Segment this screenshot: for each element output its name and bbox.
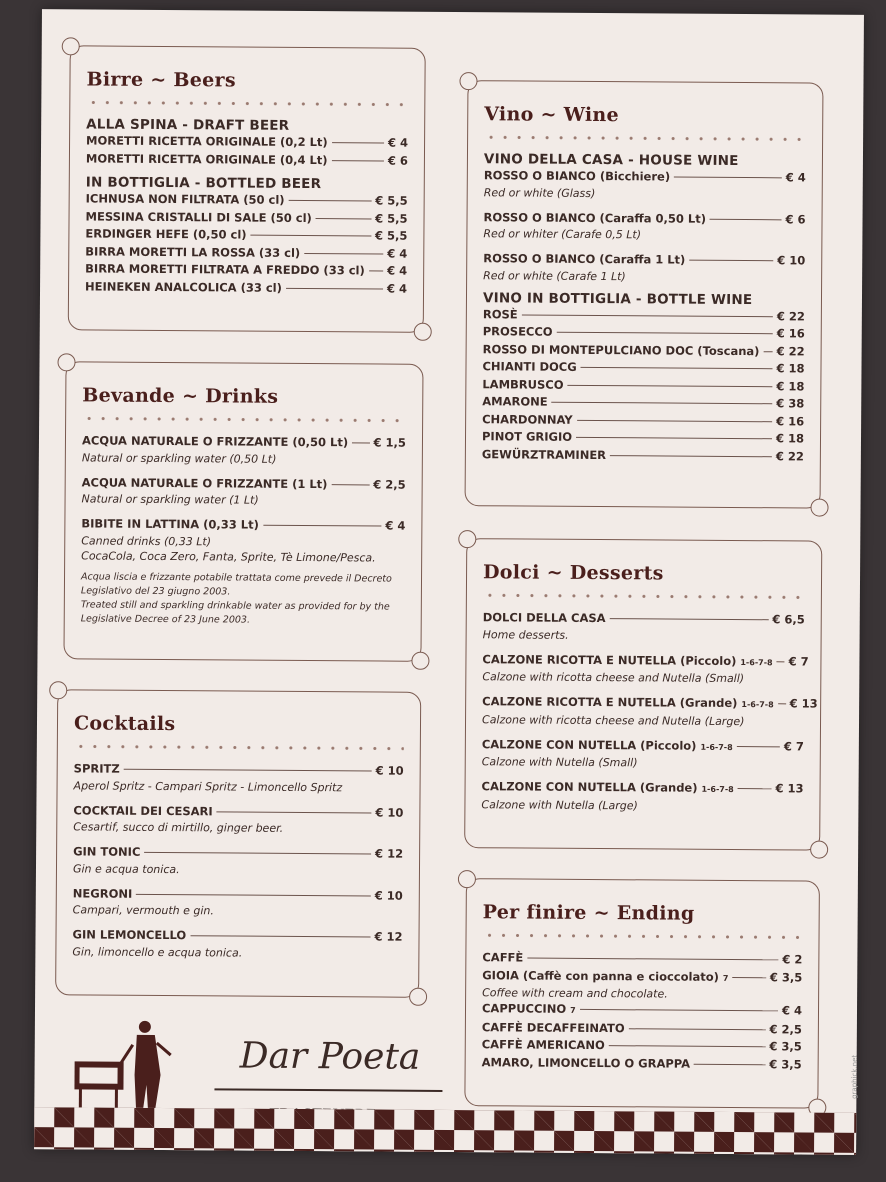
beers-title: Birre ~ Beers: [86, 68, 236, 92]
item-description: Calzone with Nutella (Small): [481, 755, 638, 770]
cocktails-section: [55, 689, 421, 998]
list-item: BIRRA MORETTI FILTRATA A FREDDO (33 cl) € 4: [85, 261, 408, 278]
divider: [82, 416, 406, 422]
list-item: MORETTI RICETTA ORIGINALE (0,2 Lt) € 4: [86, 133, 409, 150]
divider: [74, 744, 404, 750]
list-item: ICHNUSA NON FILTRATA (50 cl) € 5,5: [85, 191, 408, 208]
list-item: GIOIA (Caffè con panna e cioccolato) 7 € 3,5: [482, 967, 803, 984]
list-item: CAPPUCCINO 7 € 4: [481, 1001, 803, 1018]
list-item: CHARDONNAY € 16: [482, 411, 805, 428]
ending-title: Per finire ~ Ending: [482, 901, 695, 925]
list-item: ROSÈ € 22: [482, 306, 805, 323]
item-description: Red or white (Carafe 1 Lt): [483, 268, 626, 283]
list-item: MORETTI RICETTA ORIGINALE (0,4 Lt) € 6: [85, 150, 408, 168]
list-item: ACQUA NATURALE O FRIZZANTE (0,50 Lt) € 1,5: [81, 433, 407, 450]
item-description: Natural or sparkling water (1 Lt): [81, 492, 259, 507]
list-item: MESSINA CRISTALLI DI SALE (50 cl) € 5,5: [85, 208, 408, 226]
item-description: Calzone with ricotta cheese and Nutella (Small): [482, 670, 745, 686]
list-item: GIN TONIC € 12: [73, 844, 404, 861]
list-item: NEGRONI € 10: [72, 885, 403, 903]
desserts-section: [464, 538, 822, 850]
list-item: DOLCI DELLA CASA € 6,5: [482, 610, 805, 627]
item-description: CocaCola, Coca Zero, Fanta, Sprite, Tè Limone/Pesca.: [81, 548, 376, 564]
bottle-wine-header: VINO IN BOTTIGLIA - BOTTLE WINE: [482, 289, 753, 308]
list-item: CALZONE CON NUTELLA (Piccolo) 1-6-7-8 € 7: [481, 736, 804, 753]
item-description: Red or white (Glass): [483, 185, 596, 200]
drinks-section: [63, 361, 423, 661]
water-note-en: Treated still and sparkling drinkable water as provided for by the Legislative Decree of 23 June 2003.: [80, 598, 390, 626]
list-item: CAFFÈ AMERICANO € 3,5: [481, 1037, 802, 1054]
designer-credit: graphick.net: [850, 1054, 859, 1099]
list-item: BIRRA MORETTI LA ROSSA (33 cl) € 4: [85, 243, 408, 261]
item-description: Canned drinks (0,33 Lt): [81, 533, 212, 548]
draft-beer-list: [86, 132, 408, 169]
divider: [484, 135, 806, 141]
drinks-title: Bevande ~ Drinks: [82, 384, 279, 408]
list-item: GEWÜRZTRAMINER € 22: [481, 446, 804, 463]
item-description: Cesartif, succo di mirtillo, ginger beer.: [73, 820, 284, 835]
item-description: Gin, limoncello e acqua tonica.: [72, 944, 243, 960]
list-item: ERDINGER HEFE (0,50 cl) € 5,5: [85, 226, 408, 243]
divider: [483, 933, 803, 939]
item-description: Calzone with Nutella (Large): [481, 797, 638, 812]
list-item: PINOT GRIGIO € 18: [481, 429, 805, 446]
list-item: GIN LEMONCELLO € 12: [72, 927, 403, 944]
list-item: CALZONE RICOTTA E NUTELLA (Grande) 1-6-7-8 € 13: [482, 694, 818, 711]
list-item: LAMBRUSCO € 18: [482, 376, 805, 393]
bottled-beer-header: IN BOTTIGLIA - BOTTLED BEER: [85, 174, 322, 193]
ending-section: [464, 878, 820, 1108]
list-item: COCKTAIL DEI CESARI € 10: [73, 802, 404, 820]
checkered-border: [34, 1107, 856, 1155]
list-item: ROSSO O BIANCO (Caraffa 1 Lt) € 10: [483, 251, 806, 268]
desserts-title: Dolci ~ Desserts: [482, 561, 664, 585]
list-item: CAFFÈ DECAFFEINATO € 2,5: [481, 1019, 802, 1036]
list-item: ROSSO O BIANCO (Bicchiere) € 4: [483, 168, 806, 185]
list-item: CALZONE CON NUTELLA (Grande) 1-6-7-8 € 13: [481, 779, 804, 796]
list-item: ACQUA NATURALE O FRIZZANTE (1 Lt) € 2,5: [81, 474, 406, 492]
item-description: Home desserts.: [482, 627, 569, 642]
item-description: Aperol Spritz - Campari Spritz - Limoncello Spritz: [73, 778, 343, 794]
list-item: ROSSO O BIANCO (Caraffa 0,50 Lt) € 6: [483, 209, 806, 226]
house-wine-header: VINO DELLA CASA - HOUSE WINE: [483, 151, 739, 170]
item-description: Gin e acqua tonica.: [72, 861, 180, 876]
list-item: AMARONE € 38: [482, 394, 805, 411]
wine-section: [465, 80, 824, 508]
list-item: AMARO, LIMONCELLO O GRAPPA € 3,5: [481, 1054, 802, 1071]
item-description: Natural or sparkling water (0,50 Lt): [81, 450, 277, 466]
wine-title: Vino ~ Wine: [484, 103, 620, 127]
item-description: Coffee with cream and chocolate.: [482, 986, 668, 1001]
list-item: BIBITE IN LATTINA (0,33 Lt) € 4: [81, 516, 406, 533]
list-item: PROSECCO € 16: [482, 324, 805, 341]
bottled-beer-list: [85, 190, 408, 297]
item-description: Campari, vermouth e gin.: [72, 903, 214, 918]
list-item: CAFFÈ € 2: [482, 950, 803, 967]
list-item: CHIANTI DOCG € 18: [482, 359, 805, 376]
item-description: Calzone with ricotta cheese and Nutella (Large): [481, 712, 745, 728]
beers-section: [68, 45, 426, 332]
divider: [214, 1088, 442, 1092]
divider: [483, 593, 805, 599]
list-item: ROSSO DI MONTEPULCIANO DOC (Toscana) € 22: [482, 341, 805, 358]
list-item: SPRITZ € 10: [73, 761, 404, 778]
divider: [86, 100, 408, 106]
cocktails-title: Cocktails: [73, 712, 176, 736]
list-item: CALZONE RICOTTA E NUTELLA (Piccolo) 1-6-7-8 € 7: [482, 651, 809, 669]
draft-beer-header: ALLA SPINA - DRAFT BEER: [86, 116, 290, 134]
list-item: HEINEKEN ANALCOLICA (33 cl) € 4: [85, 278, 408, 296]
item-description: Red or whiter (Carafe 0,5 Lt): [483, 227, 642, 242]
water-note-it: Acqua liscia e frizzante potabile trattata come prevede il Decreto Legislativo del 23 giugno 2003.: [80, 570, 392, 597]
menu-page: [34, 9, 864, 1155]
brand-name: Dar Poeta: [239, 1035, 421, 1078]
